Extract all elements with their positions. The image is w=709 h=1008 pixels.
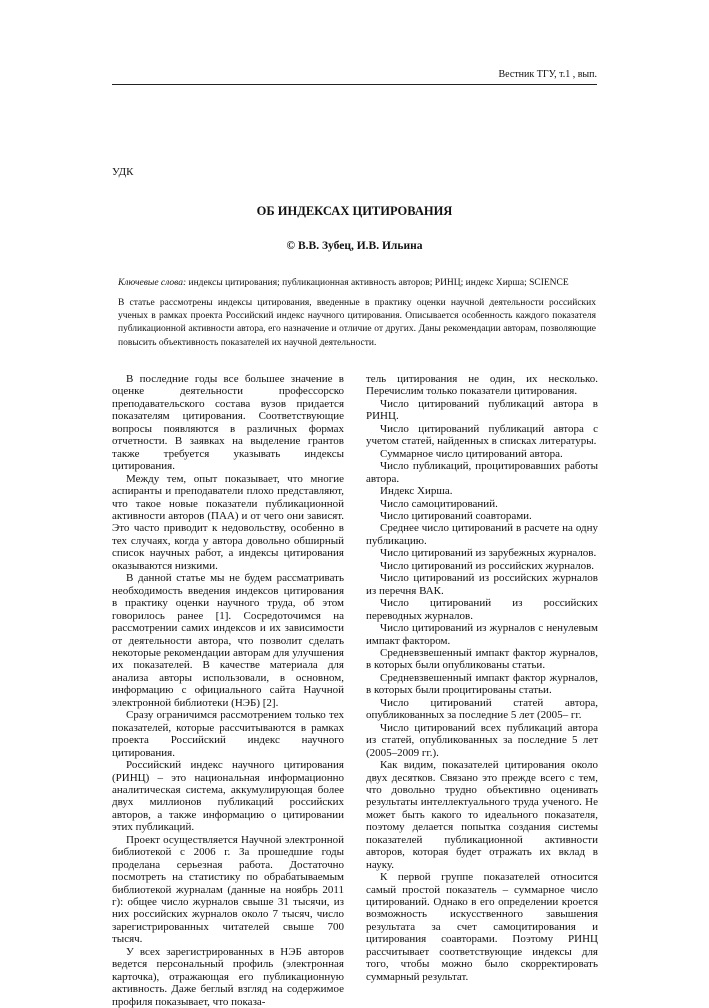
list-item: Число цитирований из журналов с ненулевым импакт фактором. (366, 622, 598, 647)
body-column-left (112, 373, 344, 1008)
running-header: Вестник ТГУ, т.1 , вып. (498, 69, 597, 80)
paragraph: В последние годы все большее значение в оценке деятельности профессорско преподавательского состава вузов придается показателям цитирования. Соответствующие вопросы появляются в различных формах отчетности. В заявках на выделение грантов также требуется указывать индексы цитирования. (112, 373, 344, 473)
paragraph: У всех зарегистрированных в НЭБ авторов ведется персональный профиль (электронная карточка), отражающая его публикационную активность. Даже беглый взгляд на содержимое профиля показывает, что показа- (112, 945, 344, 1008)
paragraph: К первой группе показателей относится самый простой показатель – суммарное число цитирований. Однако в его определении кроется возможность искусственного завышения результата за счет самоцитирования и цитирования соавторами. Поэтому РИНЦ рассчитывает соответствующие индексы для того, чтобы можно было скорректировать суммарный результат. (366, 871, 598, 983)
body-column-right (366, 373, 598, 983)
list-item: Средневзвешенный импакт фактор журналов, в которых были опубликованы статьи. (366, 646, 598, 672)
keywords-line (118, 277, 597, 290)
list-item: Число цитирований публикаций автора с учетом статей, найденных в списках литературы. (366, 422, 598, 448)
author-names: В.В. Зубец, И.В. Ильина (298, 240, 423, 252)
list-item: Число цитирований соавторами. (380, 509, 532, 522)
udk-label: УДК (112, 166, 134, 178)
list-item: Число цитирований всех публикаций автора из статей, опубликованных за последние 5 лет (2005–2009 гг.). (366, 721, 598, 759)
paragraph: тель цитирования не один, их несколько. Перечислим только показатели цитирования. (366, 373, 598, 398)
list-item: Число цитирований из российских журналов. (380, 559, 595, 572)
paragraph: Российский индекс научного цитирования (РИНЦ) – это национальная информационно аналитическая система, аккумулирующая более двух миллионов публикаций российских авторов, а также информацию о цитировании этих публикаций. (112, 759, 344, 834)
list-item: Число цитирований статей автора, опубликованных за последние 5 лет (2005– гг. (366, 696, 598, 722)
paragraph: Сразу ограничимся рассмотрением только тех показателей, которые рассчитываются в рамках проекта Российский индекс научного цитирования. (112, 709, 344, 759)
keywords-text: индексы цитирования; публикационная активность авторов; РИНЦ; индекс Хирша; SCIENCE (188, 278, 569, 288)
list-item: Число цитирований из российских журналов из перечня ВАК. (366, 572, 598, 597)
list-item: Средневзвешенный импакт фактор журналов, в которых были процитированы статьи. (366, 671, 598, 697)
header-rule (112, 84, 597, 85)
paragraph: В данной статье мы не будем рассматривать необходимость введения индексов цитирования в практику оценки научного труда, об этом говорилось ранее [1]. Сосредоточимся на рассмотрении самих индексов и их зависимости от деятельности автора, что позволит сделать некоторые рекомендации авторам для улучшения их показателей. В качестве материала для анализа авторы использовали, в основном, информацию с официального сайта Научной электронной библиотеки (НЭБ) [2]. (112, 572, 344, 709)
copyright-icon: © (286, 240, 296, 252)
paragraph: Между тем, опыт показывает, что многие аспиранты и преподаватели плохо представляют, что такое новые показатели публикационной активности авторов (ПАА) и от чего они зависят. Это часто приводит к недовольству, особенно в тех случаях, когда у автора довольно обширный список научных работ, а индексы цитирования оказываются низкими. (112, 472, 344, 572)
list-item: Число самоцитирований. (380, 497, 498, 510)
abstract: В статье рассмотрены индексы цитирования, введенные в практику оценки научной деятельности российских ученых в рамках проекта Российский индекс научного цитирования. Описывается особенность каждого показателя публикационной активности автора, его назначение и отличие от других. Даны рекомендации авторам, позволяющие повысить объективность показателей их научной деятельности. (118, 298, 596, 348)
paragraph: Проект осуществляется Научной электронной библиотекой с 2006 г. За прошедшие годы проделана серьезная работа. Достаточно посмотреть на статистику по обрабатываемым библиотекой журналам (данные на ноябрь 2011 г): общее число журналов свыше 31 тысячи, из них российских журналов около 7 тысяч, число зарегистрированных читателей свыше 700 тысяч. (112, 833, 344, 946)
keywords-label: Ключевые слова: (118, 278, 187, 288)
list-item: Число цитирований из зарубежных журналов. (380, 547, 597, 560)
paragraph: Как видим, показателей цитирования около двух десятков. Связано это прежде всего с тем, что довольно трудно объективно оценивать результаты интеллектуального труда ученого. Не может быть какого то идеального показателя, поэтому делается попытка создания системы показателей публикационной активности авторов, которая будет отражать их вклад в науку. (366, 759, 598, 871)
list-item: Число цитирований из российских переводных журналов. (366, 597, 598, 622)
article-title: ОБ ИНДЕКСАХ ЦИТИРОВАНИЯ (256, 204, 453, 218)
list-item: Индекс Хирша. (380, 485, 453, 498)
list-item: Число цитирований публикаций автора в РИНЦ. (366, 397, 598, 423)
authors-line (0, 240, 709, 252)
list-item: Число публикаций, процитировавших работы автора. (366, 460, 598, 485)
list-item: Среднее число цитирований в расчете на одну публикацию. (366, 522, 598, 547)
list-item: Суммарное число цитирований автора. (380, 447, 563, 460)
